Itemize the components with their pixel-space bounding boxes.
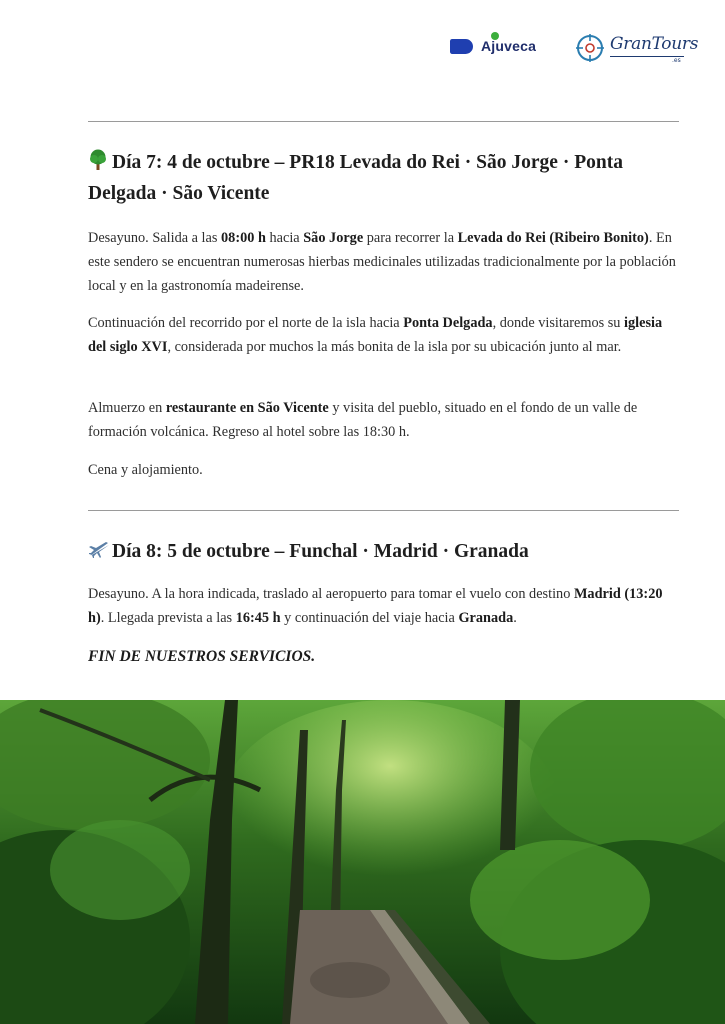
- bold-run-1: Ponta Delgada: [403, 315, 493, 331]
- text-run-6: .: [513, 610, 517, 626]
- text-run-2: . Llegada prevista a las: [100, 610, 236, 626]
- compass-icon: [574, 32, 606, 64]
- bold-run-3: iglesia del siglo XVI: [88, 315, 663, 355]
- tree-icon: [88, 147, 112, 178]
- bold-run-5: Granada: [458, 610, 514, 626]
- section-divider: [88, 510, 679, 511]
- day8-title: Día 8: 5 de octubre – Funchal · Madrid · Granada: [112, 541, 529, 562]
- section-divider: [88, 121, 679, 122]
- day7-paragraph-2: [88, 311, 680, 359]
- text-run-0: Desayuno. A la hora indicada, traslado al aeropuerto para tomar el vuelo con destino: [88, 586, 574, 602]
- text-run-0: Almuerzo en: [88, 400, 166, 416]
- text-run-0: Desayuno. Salida a las: [88, 230, 222, 246]
- day7-title: Día 7: 4 de octubre – PR18 Levada do Rei · São Jorge · Ponta Delgada · São Vicente: [88, 152, 623, 204]
- text-run-4: y continuación del viaje hacia: [284, 610, 459, 626]
- ajuveca-logo: [447, 30, 547, 60]
- ajuveca-tag-icon: [450, 39, 473, 54]
- bold-run-5: Levada do Rei (Ribeiro Bonito): [457, 230, 649, 246]
- page-header: [0, 0, 725, 80]
- grantours-suffix: .es: [672, 57, 681, 64]
- text-run-0: Continuación del recorrido por el norte de la isla hacia: [88, 315, 404, 331]
- text-run-2: y visita del pueblo, situado en el fondo de un valle de formación volcánica. Regreso al hotel sobre las 18:30 h.: [88, 400, 638, 440]
- ajuveca-logo-text: Ajuveca: [481, 38, 537, 54]
- grantours-logo-text: GranTours: [610, 34, 699, 54]
- bold-run-3: São Jorge: [303, 230, 364, 246]
- day8-heading: [88, 536, 668, 567]
- text-run-2: hacia: [265, 230, 304, 246]
- bold-run-1: 08:00 h: [221, 230, 266, 246]
- text-run-2: , donde visitaremos su: [492, 315, 625, 331]
- airplane-icon: [88, 536, 112, 567]
- text-run-4: , considerada por muchos la más bonita de la isla por su ubicación junto al mar.: [167, 339, 622, 355]
- grantours-logo: [574, 32, 699, 66]
- day7-paragraph-3: [88, 396, 680, 444]
- text-run-4: para recorrer la: [363, 230, 458, 246]
- day8-paragraph-1: [88, 582, 680, 630]
- bold-run-3: 16:45 h: [235, 610, 285, 626]
- day7-paragraph-4: Cena y alojamiento.: [88, 462, 203, 478]
- forest-trail-photo: [0, 700, 725, 1024]
- day7-heading: [88, 147, 668, 209]
- bold-run-1: Madrid (13:20 h): [88, 586, 663, 626]
- bold-run-1: restaurante en São Vicente: [165, 400, 329, 416]
- text-run-6: . En este sendero se encuentran numerosas hierbas medicinales utilizadas tradicionalmente por la población local y en la gastronomía madeirense.: [88, 230, 676, 294]
- day7-paragraph-1: [88, 226, 680, 298]
- closing-text: FIN DE NUESTROS SERVICIOS.: [88, 648, 316, 665]
